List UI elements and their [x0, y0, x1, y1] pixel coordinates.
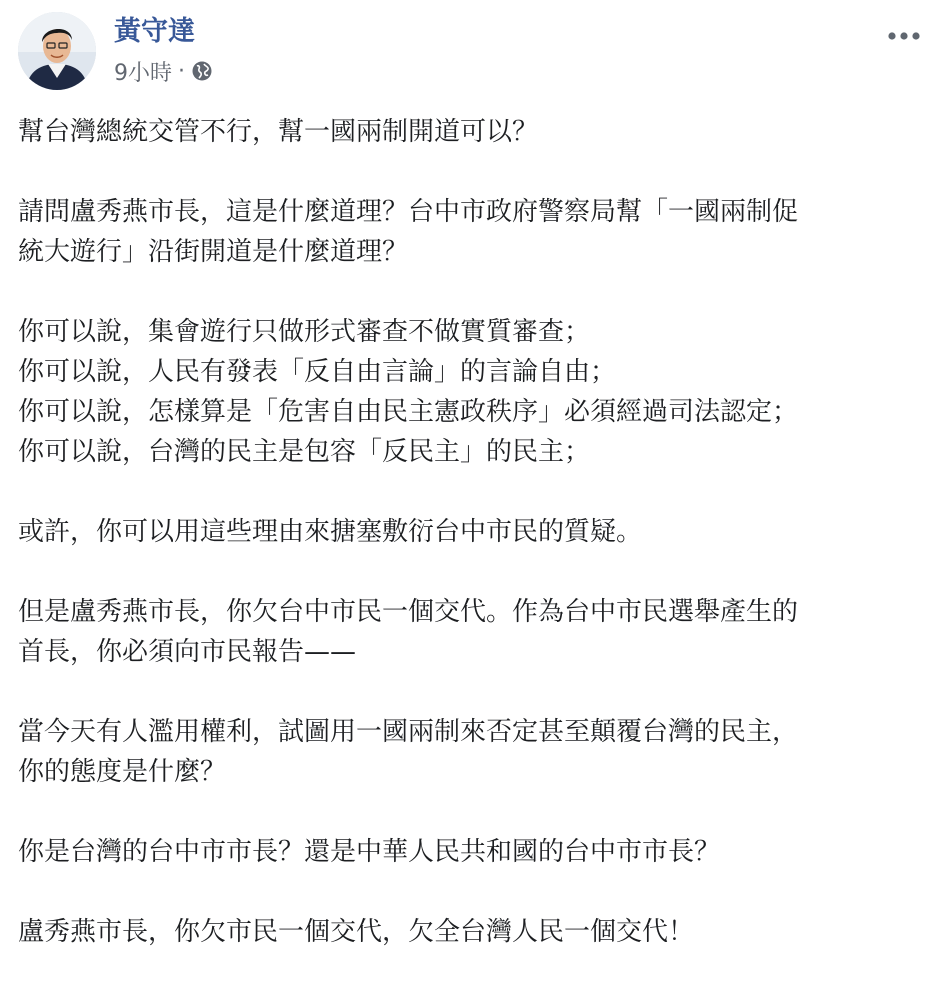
post-text-line: 首長，你必須向市民報告—— [18, 637, 357, 667]
post-paragraph [18, 832, 924, 872]
globe-icon[interactable] [191, 60, 213, 82]
post-meta [114, 56, 213, 86]
post-text-line: 你可以說，人民有發表「反自由言論」的言論自由； [18, 357, 617, 387]
post-timestamp[interactable]: 9小時 [114, 60, 172, 86]
post-text-line: 或許，你可以用這些理由來搪塞敷衍台中市民的質疑。 [18, 517, 643, 547]
post-paragraph [18, 592, 924, 672]
post-paragraph [18, 512, 924, 552]
post-text-line: 幫台灣總統交管不行，幫一國兩制開道可以？ [18, 117, 539, 147]
post-text-line: 你可以說，集會遊行只做形式審查不做實質審查； [18, 317, 591, 347]
author-avatar[interactable] [18, 12, 96, 90]
post-text-line: 當今天有人濫用權利，試圖用一國兩制來否定甚至顛覆台灣的民主， [18, 717, 799, 747]
post-text-line: 統大遊行」沿街開道是什麼道理？ [18, 237, 409, 267]
post-paragraph [18, 712, 924, 792]
post-paragraph [18, 112, 924, 152]
post-paragraph [18, 912, 924, 952]
post-paragraph [18, 312, 924, 472]
post-text-line: 你可以說，怎樣算是「危害自由民主憲政秩序」必須經過司法認定； [18, 397, 799, 427]
post-header [18, 12, 924, 90]
post-text-line: 盧秀燕市長，你欠市民一個交代，欠全台灣人民一個交代！ [18, 917, 695, 947]
post-text-line: 你是台灣的台中市市長？還是中華人民共和國的台中市市長？ [18, 837, 721, 867]
profile-photo-icon [18, 12, 96, 90]
post-text-line: 你可以說，台灣的民主是包容「反民主」的民主； [18, 437, 591, 467]
post-body-text [18, 112, 924, 992]
post-text-line: 請問盧秀燕市長，這是什麼道理？台中市政府警察局幫「一國兩制促 [18, 197, 799, 227]
post-paragraph [18, 192, 924, 272]
post-text-line: 你的態度是什麼？ [18, 757, 227, 787]
author-name[interactable]: 黃守達 [114, 16, 195, 47]
post-text-line: 但是盧秀燕市長，你欠台中市民一個交代。作為台中市民選舉產生的 [18, 597, 799, 627]
meta-separator: · [178, 58, 185, 84]
more-options-icon[interactable] [886, 26, 922, 46]
